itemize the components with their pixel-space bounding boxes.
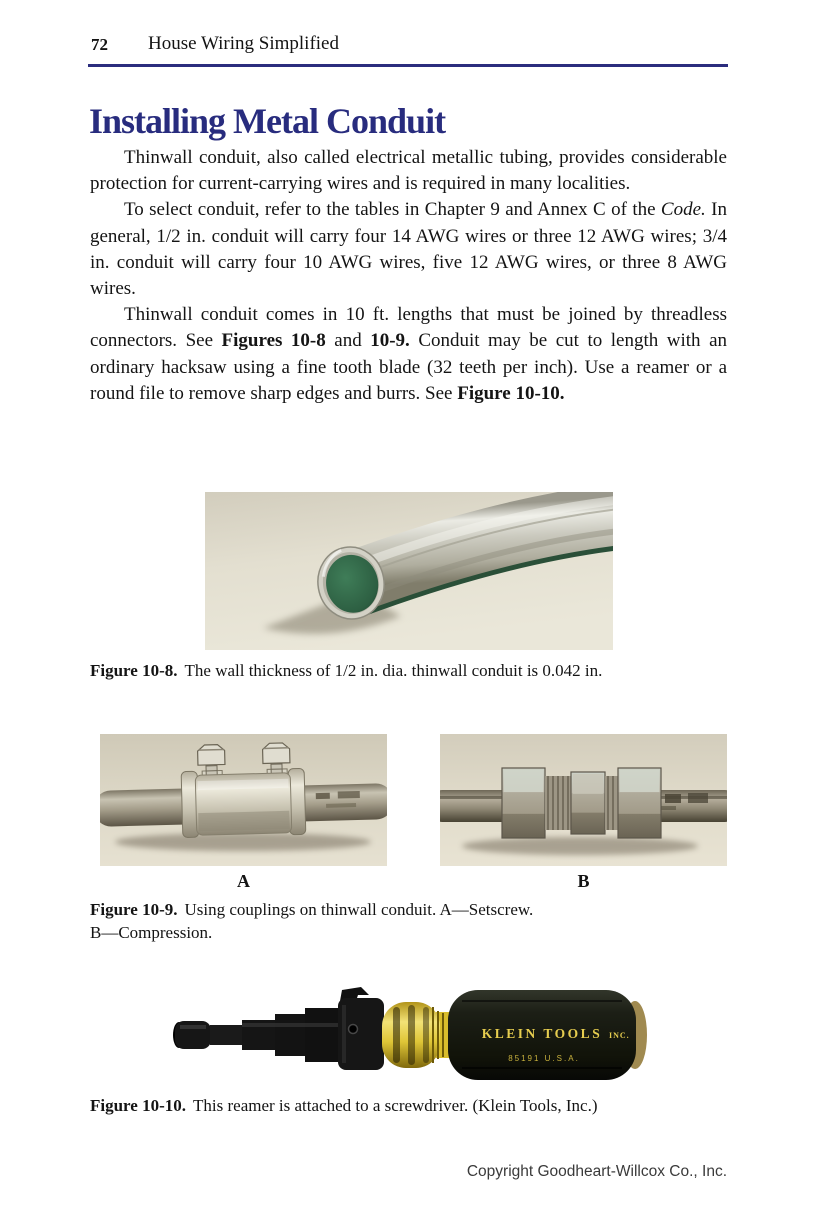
threaded-section-left (545, 776, 571, 830)
tool-brand-suffix-text: INC. (609, 1031, 630, 1040)
figure-10-9-caption (90, 898, 727, 944)
paragraph (90, 302, 727, 407)
figure-10-8-photo (205, 492, 613, 650)
figure-label: Figure 10-9. (90, 900, 178, 919)
figure-10-8-caption (90, 659, 727, 682)
running-head: House Wiring Simplified (148, 33, 339, 54)
text-segment: 10-9. (370, 330, 410, 352)
paragraph (90, 197, 727, 302)
reamer-screwdriver-drawing (172, 985, 652, 1080)
page-number: 72 (91, 35, 108, 54)
tool-brand-text: KLEIN TOOLS (481, 1026, 603, 1041)
caption-text: The wall thickness of 1/2 in. dia. thinwall conduit is 0.042 in. (184, 661, 603, 680)
text-segment: and (325, 330, 371, 352)
tool-model-text: 85191 U.S.A. (508, 1054, 580, 1063)
text-segment: Conduit may be cut to length with an ordinary hacksaw using a fine tooth blade (32 teeth per inch). Use a reamer or a round file to remove sharp edges and burrs. See (90, 330, 728, 404)
pipe-shadow (115, 833, 371, 851)
setscrew-coupling-drawing (100, 734, 387, 866)
caption-text: This reamer is attached to a screwdriver. (Klein Tools, Inc.) (193, 1096, 598, 1115)
copyright-notice: Copyright Goodheart-Willcox Co., Inc. (466, 1163, 727, 1180)
conduit-end-photo-drawing (205, 492, 613, 650)
header-rule (88, 64, 728, 67)
caption-text-line1: Using couplings on thinwall conduit. A—Setscrew. (184, 900, 534, 919)
figure-label: Figure 10-8. (90, 661, 178, 680)
figure-10-9-photo-a (100, 734, 387, 866)
text-segment: Figure 10-10. (457, 382, 565, 404)
coupling-center-body (571, 772, 605, 834)
text-segment: Thinwall conduit, also called electrical metallic tubing, provides considerable protection for current-carrying wires and is required in many localities. (90, 147, 727, 195)
figure-10-10-caption (90, 1094, 727, 1117)
figure-10-9-label-a: A (237, 871, 250, 891)
paragraph (90, 145, 727, 197)
text-segment: Code. (660, 199, 706, 221)
text-segment: Figures 10-8 (221, 330, 326, 352)
text-segment: In general, 1/2 in. conduit will carry four 14 AWG wires or three 12 AWG wires; 3/4 in. conduit will carry four 10 AWG wires, five 12 AWG wires, or three 8 AWG wires. (90, 199, 727, 300)
compression-coupling (502, 768, 661, 838)
text-segment: To select conduit, refer to the tables in Chapter 9 and Annex C of the (124, 199, 661, 221)
pipe-shadow (462, 837, 698, 855)
reamer-collar (338, 987, 384, 1070)
body-text (90, 145, 727, 407)
figure-10-10-photo (172, 985, 652, 1080)
figure-10-9-label-b: B (577, 871, 590, 891)
tool-handle (448, 990, 647, 1080)
compression-nut-right (618, 768, 661, 838)
threaded-section-right (605, 776, 618, 830)
compression-coupling-drawing (440, 734, 727, 866)
figure-label: Figure 10-10. (90, 1096, 187, 1115)
figure-10-9-photo-b (440, 734, 727, 866)
text-segment: Thinwall conduit comes in 10 ft. lengths that must be joined by threadless connectors. See (90, 304, 727, 352)
caption-text-line2: B—Compression. (90, 923, 213, 942)
yellow-shaft (382, 1002, 454, 1068)
compression-nut-left (502, 768, 545, 838)
reamer-head (173, 1008, 339, 1062)
section-title: Installing Metal Conduit (89, 101, 446, 141)
collar-hole (349, 1025, 358, 1034)
